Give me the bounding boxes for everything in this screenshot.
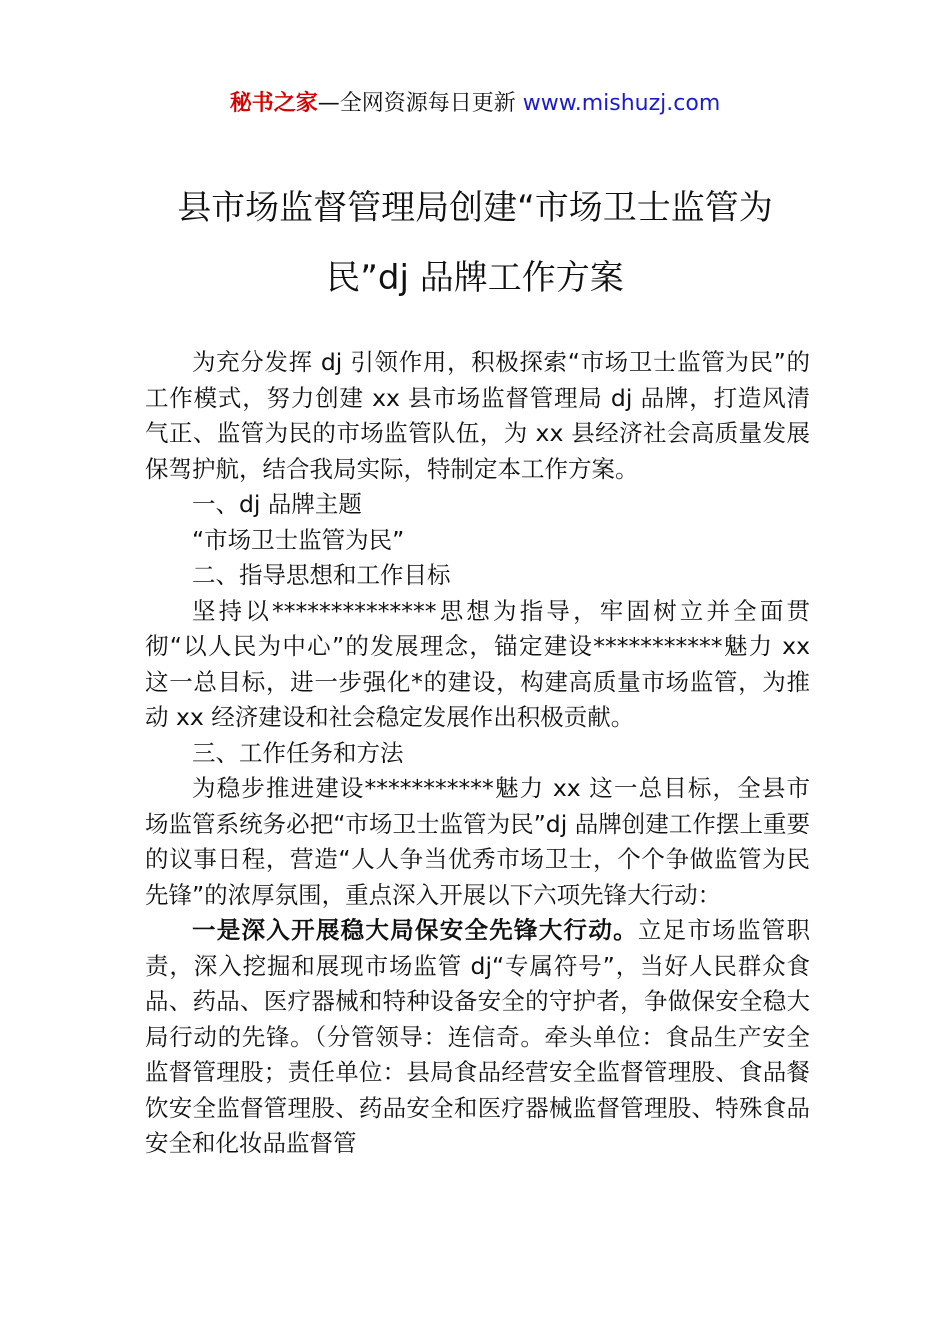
intro-paragraph: 为充分发挥 dj 引领作用，积极探索“市场卫士监管为民”的工作模式，努力创建 xx 县市场监督管理局 dj 品牌，打造风清气正、监管为民的市场监管队伍，为 xx 县经济社会高质量发展保驾护航，结合我局实际，特制定本工作方案。	[145, 348, 811, 483]
site-header	[0, 86, 950, 122]
document-title-line-1: 县市场监督管理局创建“市场卫士监管为	[177, 188, 773, 228]
task-1-paragraph	[145, 913, 810, 1162]
section-1-heading: 一、dj 品牌主题	[192, 490, 362, 518]
section-2-heading: 二、指导思想和工作目标	[192, 561, 451, 589]
site-brand: 秘书之家	[229, 91, 318, 116]
document-title-line-2: 民”dj 品牌工作方案	[326, 258, 624, 298]
site-tagline: —全网资源每日更新	[317, 91, 523, 116]
section-3-paragraph: 为稳步推进建设***********魅力 xx 这一总目标，全县市场监管系统务必把“市场卫士监管为民”dj 品牌创建工作摆上重要的议事日程，营造“人人争当优秀市场卫士，个个争做监管为民先锋”的浓厚氛围，重点深入开展以下六项先锋大行动：	[145, 774, 810, 909]
site-url-link[interactable]: www.mishuzj.com	[522, 91, 721, 116]
section-2-paragraph: 坚持以**************思想为指导，牢固树立并全面贯彻“以人民为中心”的发展理念，锚定建设***********魅力 xx 这一总目标，进一步强化*的建设，构建高质量市场监管，为推动 xx 经济建设和社会稳定发展作出积极贡献。	[145, 596, 810, 731]
section-3-heading: 三、工作任务和方法	[192, 738, 404, 767]
document-body	[145, 345, 810, 1162]
task-1-body: 立足市场监管职责，深入挖掘和展现市场监管 dj“专属符号”，当好人民群众食品、药品、医疗器械和特种设备安全的守护者，争做保安全稳大局行动的先锋。（分管领导：连信奇。牵头单位：食品生产安全监督管理股；责任单位：县局食品经营安全监督管理股、食品餐饮安全监督管理股、药品安全和医疗器械监督管理股、特殊食品安全和化妆品监督管	[145, 916, 810, 1157]
section-1-theme: “市场卫士监管为民”	[192, 525, 405, 554]
task-1-title: 一是深入开展稳大局保安全先锋大行动。	[192, 916, 638, 944]
